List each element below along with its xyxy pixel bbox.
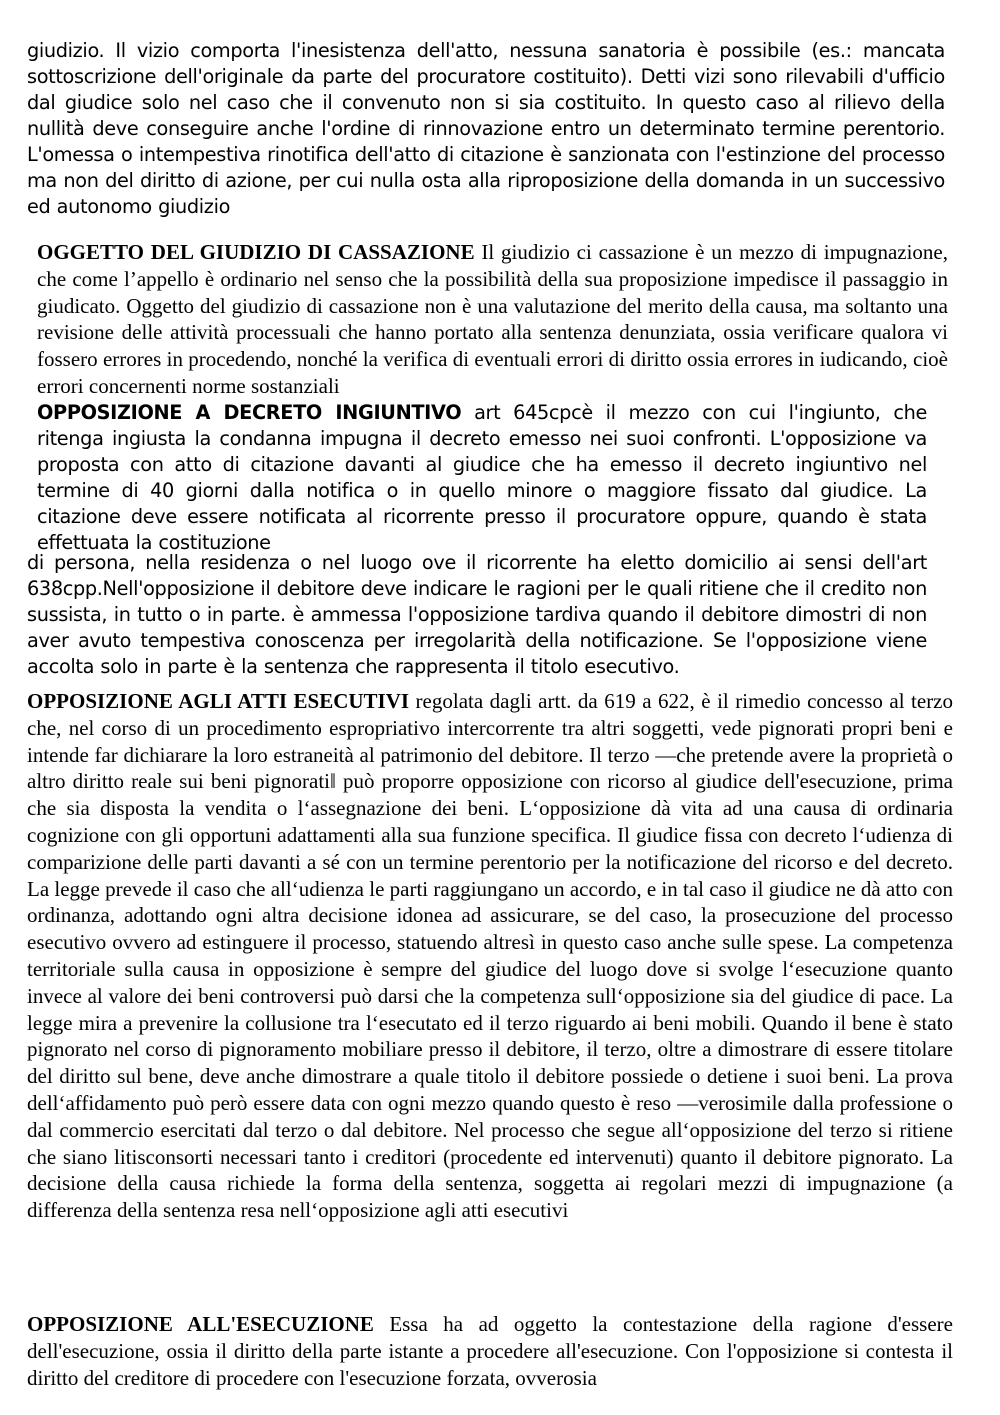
- paragraph-opposizione-decreto-ingiuntivo: [37, 400, 927, 556]
- paragraph-text: di persona, nella residenza o nel luogo ove il ricorrente ha eletto domicilio ai sensi dell'art 638cpp.Nell'opposizione il debitore deve indicare le ragioni per le quali ritiene che il credito non sussista, in tutto o in parte. è ammessa l'opposizione tardiva quando il debitore dimostri di non aver avuto tempestiva conoscenza per irregolarità della notificazione. Se l'opposizione viene accolta solo in parte è la sentenza che rappresenta il titolo esecutivo.: [27, 551, 927, 678]
- paragraph-text: giudizio. Il vizio comporta l'inesistenza dell'atto, nessuna sanatoria è possibile (es.: mancata sottoscrizione dell'originale da parte del procuratore costituito). Detti vizi sono rilevabili d'ufficio dal giudice solo nel caso che il convenuto non si sia costituito. In questo caso al rilievo della nullità deve conseguire anche l'ordine di rinnovazione entro un determinato termine perentorio. L'omessa o intempestiva rinotifica dell'atto di citazione è sanzionata con l'estinzione del processo ma non del diritto di azione, per cui nulla osta alla riproposizione della domanda in un successivo ed autonomo giudizio: [27, 39, 945, 218]
- section-heading: OGGETTO DEL GIUDIZIO DI CASSAZIONE: [37, 240, 475, 264]
- paragraph-text: regolata dagli artt. da 619 a 622, è il rimedio concesso al terzo che, nel corso di un procedimento espropriativo intercorrente tra altri soggetti, vede pignorati propri beni e intende far dichiarare la loro estraneità al patrimonio del debitore. Il terzo ―che pretende avere la proprietà o altro diritto reale sui beni pignorati‖ può proporre opposizione con ricorso al giudice dell'esecuzione, prima che sia disposta la vendita o l‘assegnazione dei beni. L‘opposizione dà vita ad una causa di ordinaria cognizione con gli opportuni adattamenti alla sua funzione specifica. Il giudice fissa con decreto l‘udienza di comparizione delle parti davanti a sé con un termine perentorio per la notificazione del ricorso e del decreto. La legge prevede il caso che all‘udienza le parti raggiungano un accordo, e in tal caso il giudice ne dà atto con ordinanza, adottando ogni altra decisione idonea ad assicurare, se del caso, la prosecuzione del processo esecutivo ovvero ad estinguere il processo, statuendo altresì in questo caso anche sulle spese. La competenza territoriale sulla causa in opposizione è sempre del giudice del luogo dove si svolge l‘esecuzione quanto invece al valore dei beni controversi può darsi che la competenza sull‘opposizione sia del giudice di pace. La legge mira a prevenire la collusione tra l‘esecutato ed il terzo riguardo ai beni mobili. Quando il bene è stato pignorato nel corso di pignoramento mobiliare presso il debitore, il terzo, oltre a dimostrare di essere titolare del diritto sul bene, deve anche dimostrare a quale titolo il debitore possiede o detiene i suoi beni. La prova dell‘affidamento può però essere data con ogni mezzo quando questo è reso ―verosimile dalla professione o dal commercio esercitati dal terzo o dal debitore. Nel processo che segue all‘opposizione del terzo si ritiene che siano litisconsorti necessari tanto i creditori (procedente ed intervenuti) quanto il debitore pignorato. La decisione della causa richiede la forma della sentenza, soggetta ai regolari mezzi di impugnazione (a differenza della sentenza resa nell‘opposizione agli atti esecutivi: [27, 689, 954, 1223]
- paragraph-text: art 645cpcè il mezzo con cui l'ingiunto, che ritenga ingiusta la condanna impugna il decreto emesso nei suoi confronti. L'opposizione va proposta con atto di citazione davanti al giudice che ha emesso il decreto ingiuntivo nel termine di 40 giorni dalla notifica o in quello minore o maggiore fissato dal giudice. La citazione deve essere notificata al ricorrente presso il procuratore oppure, quando è stata effettuata la costituzione: [37, 401, 927, 554]
- section-heading: OPPOSIZIONE AGLI ATTI ESECUTIVI: [27, 689, 410, 713]
- paragraph-citazione-nullita: [27, 38, 945, 220]
- section-heading: OPPOSIZIONE ALL'ESECUZIONE: [27, 1312, 374, 1336]
- paragraph-opposizione-decreto-continued: [27, 550, 927, 680]
- paragraph-opposizione-atti-esecutivi: [27, 688, 953, 1224]
- section-heading: OPPOSIZIONE A DECRETO INGIUNTIVO: [37, 401, 462, 424]
- paragraph-text: Il giudizio ci cassazione è un mezzo di impugnazione, che come l’appello è ordinario nel senso che la possibilità della sua proposizione impedisce il passaggio in giudicato. Oggetto del giudizio di cassazione non è una valutazione del merito della causa, ma soltanto una revisione delle attività processuali che hanno portato alla sentenza denunziata, ossia verificare qualora vi fossero errores in procedendo, nonché la verifica di eventuali errori di diritto ossia errores in iudicando, cioè errori concernenti norme sostanziali: [37, 240, 949, 398]
- paragraph-opposizione-esecuzione: [27, 1311, 953, 1391]
- paragraph-text: Essa ha ad oggetto la contestazione della ragione d'essere dell'esecuzione, ossia il diritto della parte istante a procedere all'esecuzione. Con l'opposizione si contesta il diritto del creditore di procedere con l'esecuzione forzata, ovverosia: [27, 1312, 953, 1390]
- paragraph-oggetto-cassazione: [37, 239, 948, 400]
